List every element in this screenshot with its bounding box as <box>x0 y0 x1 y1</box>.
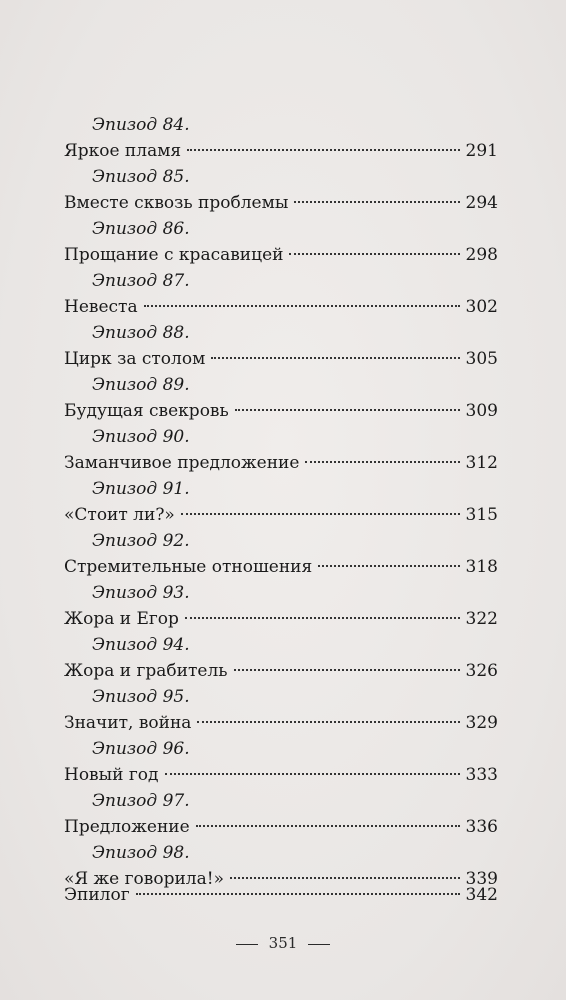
toc-entry-page: 291 <box>465 141 498 161</box>
dot-leader <box>235 409 460 411</box>
episode-heading: Эпизод 98. <box>92 843 190 863</box>
episode-heading: Эпизод 85. <box>92 167 190 187</box>
episode-heading: Эпизод 94. <box>92 635 190 655</box>
episode-heading: Эпизод 86. <box>92 219 190 239</box>
toc-entry-title: Прощание с красавицей <box>64 245 284 265</box>
episode-heading: Эпизод 87. <box>92 271 190 291</box>
toc-entry-title: «Я же говорила!» <box>64 869 224 889</box>
toc-entry-title: Жора и Егор <box>64 609 179 629</box>
toc-entry <box>64 554 498 580</box>
toc-entry-title: Заманчивое предложение <box>64 453 300 473</box>
toc-entry-page: 318 <box>465 557 498 577</box>
toc-entry <box>64 138 498 164</box>
toc-entry-title: Стремительные отношения <box>64 557 313 577</box>
dot-leader <box>234 669 460 671</box>
episode-heading: Эпизод 93. <box>92 583 190 603</box>
footer-dash-right <box>308 944 330 945</box>
toc-entry-title: Жора и грабитель <box>64 661 228 681</box>
dot-leader <box>165 773 460 775</box>
toc-entry <box>64 294 498 320</box>
toc-entry-page: 298 <box>465 245 498 265</box>
dot-leader <box>196 825 460 827</box>
footer-dash-left <box>236 944 258 945</box>
toc-entry-title: «Стоит ли?» <box>64 505 175 525</box>
toc-entry-page: 309 <box>465 401 498 421</box>
toc-entry-epilogue <box>64 882 498 908</box>
toc-entry-title: Невеста <box>64 297 138 317</box>
episode-heading: Эпизод 95. <box>92 687 190 707</box>
episode-heading: Эпизод 97. <box>92 791 190 811</box>
dot-leader <box>211 357 459 359</box>
toc-entry <box>64 398 498 424</box>
toc-entry-page: 342 <box>465 885 498 905</box>
toc-entry-title: Предложение <box>64 817 190 837</box>
dot-leader <box>197 721 459 723</box>
toc-entry-title: Эпилог <box>64 885 130 905</box>
toc-entry <box>64 762 498 788</box>
dot-leader <box>185 617 460 619</box>
dot-leader <box>144 305 460 307</box>
toc-entry-title: Новый год <box>64 765 159 785</box>
toc-entry-page: 322 <box>465 609 498 629</box>
episode-heading: Эпизод 88. <box>92 323 190 343</box>
toc-entry-page: 336 <box>465 817 498 837</box>
dot-leader <box>318 565 459 567</box>
table-of-contents <box>64 112 498 892</box>
toc-entry <box>64 658 498 684</box>
toc-entry-page: 329 <box>465 713 498 733</box>
dot-leader <box>187 149 459 151</box>
toc-entry-title: Значит, война <box>64 713 192 733</box>
toc-entry-title: Цирк за столом <box>64 349 206 369</box>
dot-leader <box>305 461 459 463</box>
toc-entry-page: 326 <box>465 661 498 681</box>
episode-heading: Эпизод 90. <box>92 427 190 447</box>
toc-entry <box>64 346 498 372</box>
page-footer <box>0 934 566 952</box>
toc-entry-title: Вместе сквозь проблемы <box>64 193 289 213</box>
toc-entry <box>64 502 498 528</box>
toc-entry-page: 312 <box>465 453 498 473</box>
toc-entry <box>64 606 498 632</box>
toc-entry-page: 339 <box>465 869 498 889</box>
episode-heading: Эпизод 84. <box>92 115 190 135</box>
toc-entry-page: 333 <box>465 765 498 785</box>
toc-entry-page: 294 <box>465 193 498 213</box>
toc-entry-title: Будущая свекровь <box>64 401 229 421</box>
toc-entry <box>64 450 498 476</box>
dot-leader <box>230 877 460 879</box>
episode-heading: Эпизод 92. <box>92 531 190 551</box>
toc-entry <box>64 710 498 736</box>
toc-entry <box>64 242 498 268</box>
dot-leader <box>289 253 459 255</box>
episode-heading: Эпизод 91. <box>92 479 190 499</box>
page-number: 351 <box>268 934 298 952</box>
toc-entry-page: 302 <box>465 297 498 317</box>
toc-entry-page: 305 <box>465 349 498 369</box>
episode-heading: Эпизод 96. <box>92 739 190 759</box>
toc-entry <box>64 814 498 840</box>
episode-heading: Эпизод 89. <box>92 375 190 395</box>
dot-leader <box>181 513 460 515</box>
dot-leader <box>294 201 459 203</box>
toc-entry <box>64 190 498 216</box>
toc-entry-title: Яркое пламя <box>64 141 182 161</box>
dot-leader <box>136 893 460 895</box>
toc-entry-page: 315 <box>465 505 498 525</box>
